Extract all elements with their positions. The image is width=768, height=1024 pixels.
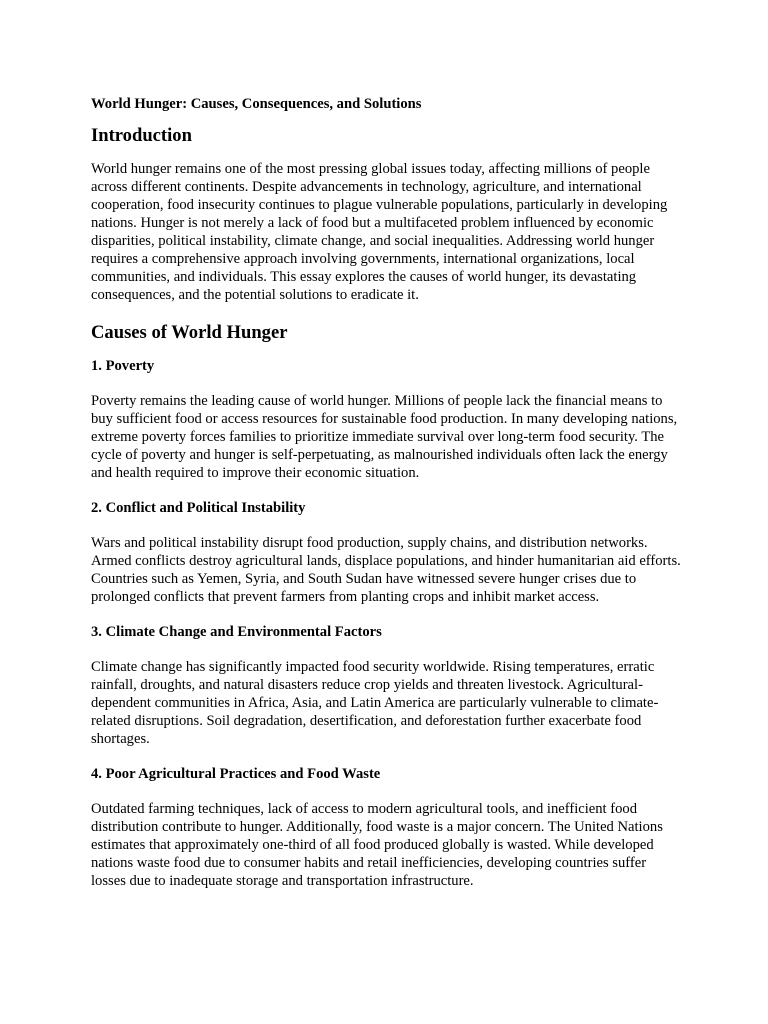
conflict-paragraph: Wars and political instability disrupt food production, supply chains, and distribution networks. Armed conflicts destroy agricultural lands, displace populations, and hinder humanitarian aid efforts. Countries such as Yemen, Syria, and South Sudan have witnessed severe hunger crises due to prolonged conflicts that prevent farmers from planting crops and inhibit market access.: [91, 535, 681, 605]
introduction-paragraph: World hunger remains one of the most pressing global issues today, affecting millions of people across different continents. Despite advancements in technology, agriculture, and international cooperation, food insecurity continues to plague vulnerable populations, particularly in developing nations. Hunger is not merely a lack of food but a multifaceted problem influenced by economic disparities, political instability, climate change, and social inequalities. Addressing world hunger requires a comprehensive approach involving governments, international organizations, local communities, and individuals. This essay explores the causes of world hunger, its devastating consequences, and the potential solutions to eradicate it.: [91, 161, 668, 303]
conflict-heading: 2. Conflict and Political Instability: [91, 500, 306, 516]
climate-heading: 3. Climate Change and Environmental Factors: [91, 624, 382, 640]
document-body: [91, 95, 681, 907]
introduction-heading: Introduction: [91, 125, 192, 146]
agriculture-paragraph: Outdated farming techniques, lack of access to modern agricultural tools, and inefficient food distribution contribute to hunger. Additionally, food waste is a major concern. The United Nations estimates that approximately one-third of all food produced globally is wasted. While developed nations waste food due to consumer habits and retail inefficiencies, developing countries suffer losses due to inadequate storage and transportation infrastructure.: [91, 801, 663, 889]
document-title: World Hunger: Causes, Consequences, and Solutions: [91, 96, 422, 112]
causes-heading: Causes of World Hunger: [91, 322, 288, 343]
poverty-heading: 1. Poverty: [91, 358, 155, 374]
agriculture-heading: 4. Poor Agricultural Practices and Food Waste: [91, 766, 381, 782]
poverty-paragraph: Poverty remains the leading cause of world hunger. Millions of people lack the financial means to buy sufficient food or access resources for sustainable food production. In many developing nations, extreme poverty forces families to prioritize immediate survival over long-term food security. The cycle of poverty and hunger is self-perpetuating, as malnourished individuals often lack the energy and health required to improve their economic situation.: [91, 393, 678, 481]
climate-paragraph: Climate change has significantly impacted food security worldwide. Rising temperatures, erratic rainfall, droughts, and natural disasters reduce crop yields and threaten livestock. Agricultural-dependent communities in Africa, Asia, and Latin America are particularly vulnerable to climate-related disruptions. Soil degradation, desertification, and deforestation further exacerbate food shortages.: [91, 659, 659, 747]
